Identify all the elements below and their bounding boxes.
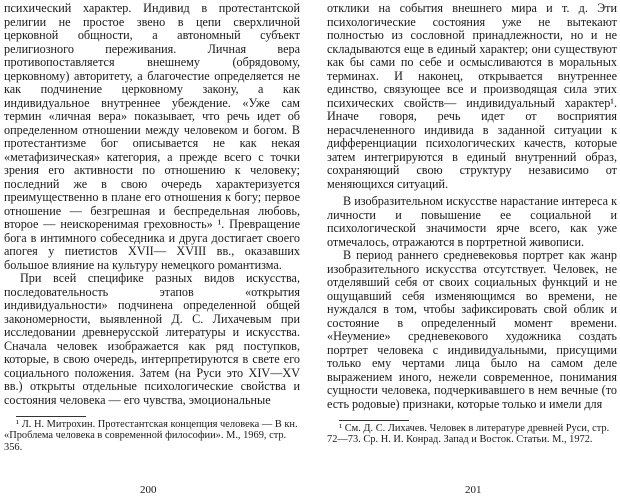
left-paragraph-1: психический характер. Индивид в протестантской религии не простое звено в цепи сверхличной церковной общности, а автономный субъект религиозного переживания. Личная вера противопоставляется внешнему (обрядовому, церковному) авторитету, а благочестие определяется не как подчинение церковному закону, а как индивидуальное внутреннее убеждение. «Уже сам термин «личная вера» показывает, что речь идет об определенном отношении между человеком и богом. В протестантизме бог описывается не как некая «метафизическая» категория, а прежде всего с точки зрения его активности по отношению к человеку; последний же в свою очередь характеризуется преимущественно в плане его отношения к богу; первое отношение — безгрешная и беспредельная любовь, второе — неискоренимая греховность» ¹. Превращение бога в интимного собеседника и друга достигает своего апогея у пиетистов XVII— XVIII вв., оказавших большое влияние на культуру немецкого романтизма.	[4, 1, 300, 272]
page-number-right: 201	[465, 484, 482, 496]
right-paragraph-1: отклики на события внешнего мира и т. д. Эти психологические состояния уже не вытекают полностью из сословной принадлежности, но и не складываются еще в единый характер; они существуют как бы сами по себе и осмысливаются в моральных терминах. И наконец, открывается внутреннее единство, связующее все и производящая сила этих психических свойств— индивидуальный характер¹. Иначе говоря, речь идет от восприятия нерасчлененного индивида в заданной ситуации к дифференциации психологических качеств, которые затем интегрируются в единый внутренний образ, сохраняющий свою структуру независимо от меняющихся ситуаций.	[327, 1, 617, 191]
left-page-body	[4, 2, 300, 407]
right-page-body	[327, 2, 617, 411]
left-footnote: ¹ Л. Н. Митрохин. Протестантская концепция человека — В кн. «Проблема человека в современной философии». М., 1969, стр. 356.	[4, 419, 298, 453]
right-paragraph-3: В период раннего средневековья портрет как жанр изобразительного искусства отсутствует. Человек, не отделявший себя от своих социальных функций и не ощущавший себя изменяющимся во времени, не нуждался в том, чтобы зафиксировать свой облик и состояние в определенный момент времени. «Неумение» средневекового художника создать портрет человека с индивидуальными, присущими только ему чертами лица было на самом деле выражением иного, нежели современное, понимания сущности человека, подчеркивавшего в нем вечные (то есть родовые) признаки, которые только и имели для	[327, 248, 617, 411]
right-paragraph-2: В изобразительном искусстве нарастание интереса к личности и повышение ее социальной и психологической значимости ярче всего, как уже отмечалось, отражаются в портретной живописи.	[327, 194, 617, 249]
right-page	[327, 2, 617, 446]
left-paragraph-2: При всей специфике разных видов искусства, последовательность этапов «открытия индивидуальности» подчинена определенной общей закономерности, выявленной Д. С. Лихачевым при исследовании древнерусской литературы и искусства. Сначала человек изображается как ряд поступков, которые, в свою очередь, интерпретируются в свете его социального положения. Затем (на Руси это XIV—XV вв.) открыты отдельные психологические свойства и состояния человека — его чувства, эмоциональные	[4, 271, 300, 407]
right-footnote: ¹ См. Д. С. Лихачев. Человек в литературе древней Руси, стр. 72—73. Ср. Н. И. Конрад. Запад и Восток. Статьи. М., 1972.	[327, 423, 610, 446]
page-number-left: 200	[140, 484, 157, 496]
footnote-rule	[16, 416, 86, 417]
footnote-rule	[339, 420, 409, 421]
left-page	[4, 2, 300, 453]
